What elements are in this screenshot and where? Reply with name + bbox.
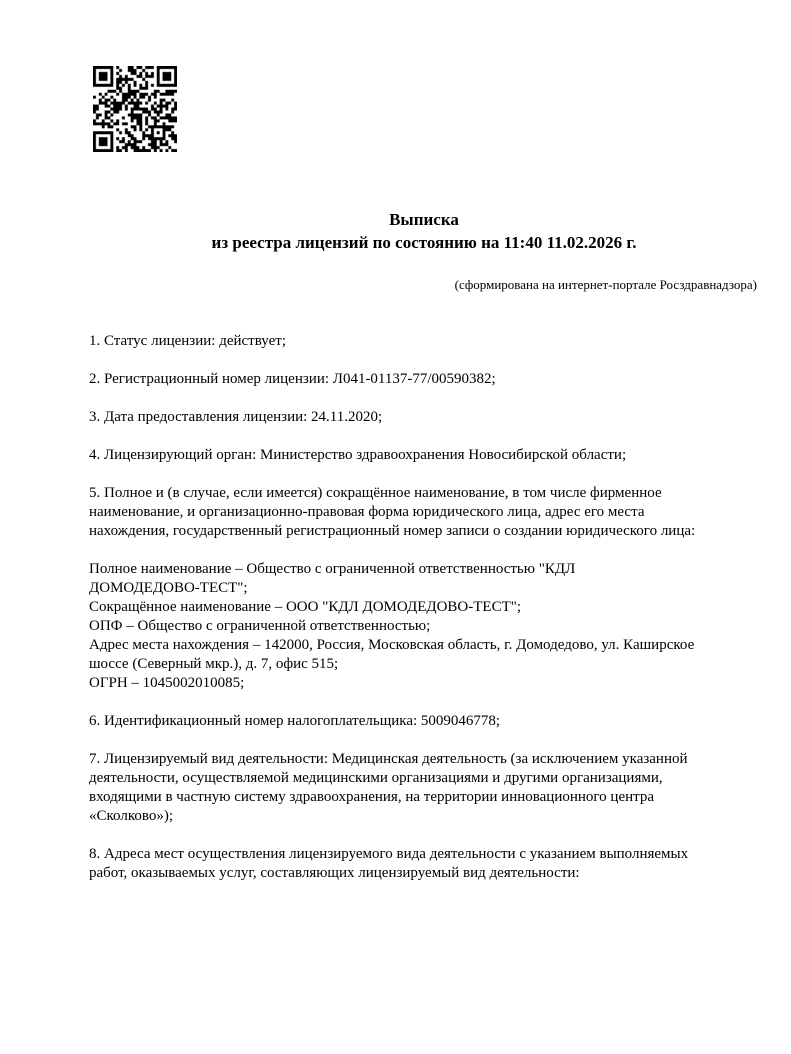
paragraph: [89, 370, 779, 389]
paragraph-line: ОПФ – Общество с ограниченной ответственностью;: [89, 618, 431, 634]
paragraph-line: «Сколково»);: [89, 808, 173, 824]
paragraph-line: 8. Адреса мест осуществления лицензируемого вида деятельности с указанием выполняемых: [89, 846, 689, 862]
paragraph: [89, 845, 779, 883]
paragraph: [89, 484, 779, 541]
paragraph-line: ОГРН – 1045002010085;: [89, 675, 245, 691]
paragraph-line: 1. Статус лицензии: действует;: [89, 333, 286, 349]
paragraph: [89, 712, 779, 731]
paragraph: [89, 560, 779, 693]
document-title: [90, 208, 758, 254]
paragraph-line: Адрес места нахождения – 142000, Россия, Московская область, г. Домодедово, ул. Каширское: [89, 637, 695, 653]
paragraph: [89, 332, 779, 351]
document-subtitle: (сформирована на интернет-портале Росздравнадзора): [454, 277, 757, 292]
paragraph-line: 7. Лицензируемый вид деятельности: Медицинская деятельность (за исключением указанной: [89, 751, 688, 767]
paragraph: [89, 408, 779, 427]
paragraph-line: 3. Дата предоставления лицензии: 24.11.2020;: [89, 409, 383, 425]
paragraph-line: Сокращённое наименование – ООО "КДЛ ДОМОДЕДОВО-ТЕСТ";: [89, 599, 522, 615]
document-title-line2: из реестра лицензий по состоянию на 11:40 11.02.2026 г.: [211, 233, 637, 252]
paragraph-line: 5. Полное и (в случае, если имеется) сокращённое наименование, в том числе фирменное: [89, 485, 662, 501]
paragraph: [89, 446, 779, 465]
qr-code: [93, 66, 177, 152]
paragraph-line: 2. Регистрационный номер лицензии: Л041-01137-77/00590382;: [89, 371, 496, 387]
document-body: [89, 332, 779, 902]
document-title-line1: Выписка: [389, 210, 459, 229]
paragraph-line: ДОМОДЕДОВО-ТЕСТ";: [89, 580, 248, 596]
paragraph-line: шоссе (Северный мкр.), д. 7, офис 515;: [89, 656, 339, 672]
paragraph-line: работ, оказываемых услуг, составляющих лицензируемый вид деятельности:: [89, 865, 580, 881]
paragraph-line: 4. Лицензирующий орган: Министерство здравоохранения Новосибирской области;: [89, 447, 627, 463]
paragraph-line: нахождения, государственный регистрационный номер записи о создании юридического лица:: [89, 523, 696, 539]
paragraph: [89, 750, 779, 826]
paragraph-line: 6. Идентификационный номер налогоплательщика: 5009046778;: [89, 713, 501, 729]
paragraph-line: Полное наименование – Общество с ограниченной ответственностью "КДЛ: [89, 561, 576, 577]
paragraph-line: деятельности, осуществляемой медицинскими организациями и другими организациями,: [89, 770, 663, 786]
paragraph-line: входящими в частную систему здравоохранения, на территории инновационного центра: [89, 789, 655, 805]
paragraph-line: наименование, и организационно-правовая форма юридического лица, адрес его места: [89, 504, 645, 520]
